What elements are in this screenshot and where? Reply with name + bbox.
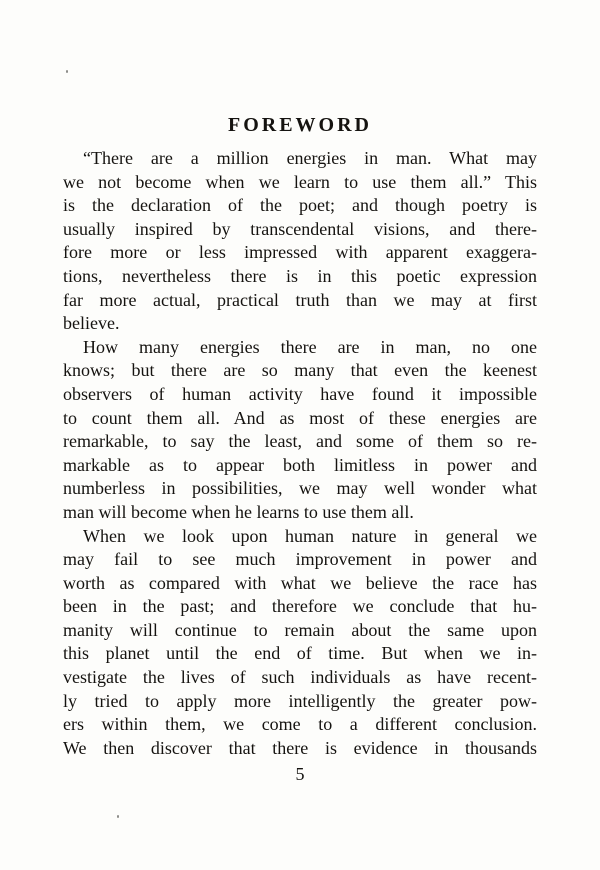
- text-line: to count them all. And as most of these energies are: [63, 407, 537, 428]
- text-line: “There are a million energies in man. What may: [83, 148, 537, 168]
- text-line: tions, nevertheless there is in this poetic expression: [63, 265, 537, 286]
- text-line: may fail to see much improvement in power and: [63, 549, 537, 570]
- text-line: knows; but there are so many that even the keenest: [63, 360, 537, 381]
- page-title: FOREWORD: [228, 114, 372, 136]
- text-line: When we look upon human nature in general we: [83, 525, 537, 546]
- scan-speck-icon: [66, 70, 68, 73]
- page-body: [63, 147, 537, 760]
- text-line: is the declaration of the poet; and though poetry is: [63, 195, 537, 216]
- text-line: usually inspired by transcendental visions, and there-: [63, 218, 537, 239]
- text-line: ers within them, we come to a different conclusion.: [63, 714, 537, 735]
- text-line: man will become when he learns to use them all.: [63, 501, 414, 522]
- text-line: far more actual, practical truth than we may at first: [63, 289, 537, 310]
- text-line: we not become when we learn to use them all.” This: [63, 171, 537, 192]
- text-line: been in the past; and therefore we conclude that hu-: [63, 596, 537, 617]
- scan-speck-icon: [117, 815, 119, 818]
- text-line: fore more or less impressed with apparent exaggera-: [63, 242, 537, 263]
- text-line: this planet until the end of time. But when we in-: [63, 643, 537, 664]
- text-line: How many energies there are in man, no one: [83, 336, 537, 357]
- page-number: 5: [295, 764, 305, 784]
- text-line: vestigate the lives of such individuals as have recent-: [63, 667, 537, 688]
- text-line: remarkable, to say the least, and some of them so re-: [63, 431, 537, 452]
- text-line: worth as compared with what we believe the race has: [63, 572, 537, 593]
- text-line: manity will continue to remain about the same upon: [63, 619, 537, 640]
- text-line: numberless in possibilities, we may well wonder what: [63, 478, 537, 499]
- text-line: observers of human activity have found it impossible: [63, 383, 537, 404]
- text-line: We then discover that there is evidence in thousands: [63, 737, 537, 758]
- paragraph: [63, 525, 537, 761]
- paragraph: [63, 336, 537, 525]
- text-line: markable as to appear both limitless in power and: [63, 454, 537, 475]
- text-line: believe.: [63, 313, 120, 334]
- text-line: ly tried to apply more intelligently the greater pow-: [63, 690, 537, 711]
- paragraph: [63, 147, 537, 336]
